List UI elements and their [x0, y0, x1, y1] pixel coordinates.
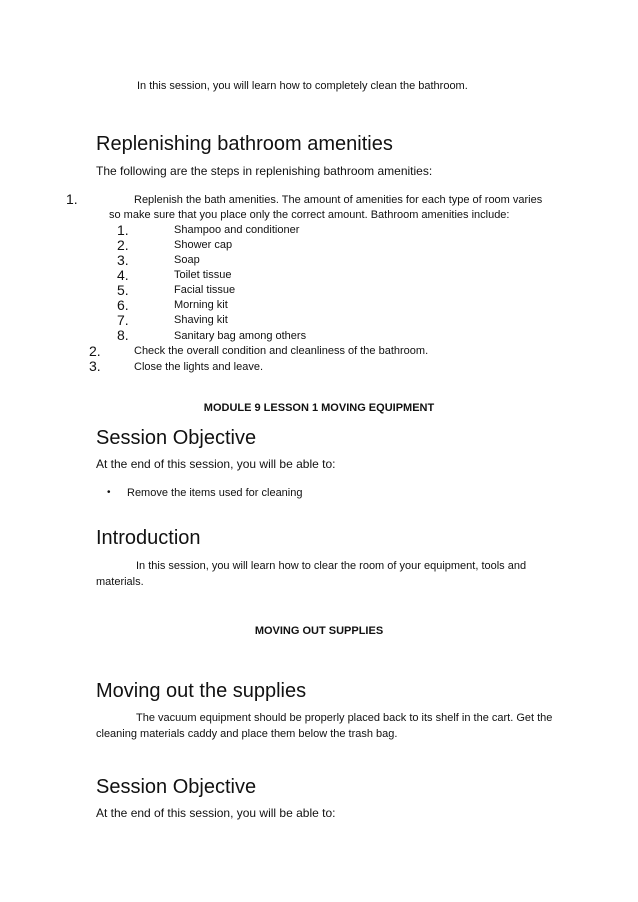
amenity-number: 4.	[117, 267, 129, 283]
step1-number: 1.	[66, 191, 78, 207]
step1-line2: so make sure that you place only the correct amount. Bathroom amenities include:	[109, 209, 510, 221]
heading-session-objective: Session Objective	[96, 427, 257, 449]
step2-number: 2.	[89, 343, 101, 359]
amenity-number: 2.	[117, 237, 129, 253]
amenity-label: Morning kit	[174, 299, 228, 311]
moving-line1: The vacuum equipment should be properly placed back to its shelf in the cart. Get the	[136, 712, 553, 724]
amenity-label: Facial tissue	[174, 284, 236, 296]
objective-lead: At the end of this session, you will be able to:	[96, 457, 336, 471]
heading-session-objective-2: Session Objective	[96, 776, 257, 798]
step3-text: Close the lights and leave.	[134, 361, 264, 373]
step1-line1: Replenish the bath amenities. The amount of amenities for each type of room varies	[134, 194, 543, 206]
amenity-label: Toilet tissue	[174, 269, 232, 281]
moving-title: MOVING OUT SUPPLIES	[254, 625, 384, 637]
amenity-number: 6.	[117, 297, 129, 313]
module-title: MODULE 9 LESSON 1 MOVING EQUIPMENT	[203, 402, 435, 414]
amenity-number: 7.	[117, 312, 129, 328]
amenity-label: Shampoo and conditioner	[174, 224, 300, 236]
amenity-label: Shaving kit	[174, 314, 228, 326]
amenity-label: Sanitary bag among others	[174, 330, 307, 342]
objective-lead-2: At the end of this session, you will be able to:	[96, 806, 336, 820]
heading-introduction: Introduction	[96, 527, 201, 549]
introduction-line1: In this session, you will learn how to clear the room of your equipment, tools and	[136, 560, 527, 572]
amenity-number: 3.	[117, 252, 129, 268]
moving-line2: cleaning materials caddy and place them below the trash bag.	[96, 728, 398, 740]
step3-number: 3.	[89, 358, 101, 374]
bullet-icon: •	[107, 487, 111, 498]
heading-replenishing: Replenishing bathroom amenities	[96, 133, 393, 155]
introduction-line2: materials.	[96, 576, 144, 588]
intro-line: In this session, you will learn how to completely clean the bathroom.	[137, 80, 468, 92]
amenity-label: Shower cap	[174, 239, 233, 251]
amenity-label: Soap	[174, 254, 200, 266]
objective-item: Remove the items used for cleaning	[127, 487, 303, 499]
step2-text: Check the overall condition and cleanliness of the bathroom.	[134, 345, 429, 357]
heading-moving-supplies: Moving out the supplies	[96, 680, 307, 702]
amenity-number: 1.	[117, 222, 129, 238]
amenity-number: 8.	[117, 327, 129, 343]
replenishing-lead: The following are the steps in replenishing bathroom amenities:	[96, 164, 433, 178]
amenity-number: 5.	[117, 282, 129, 298]
